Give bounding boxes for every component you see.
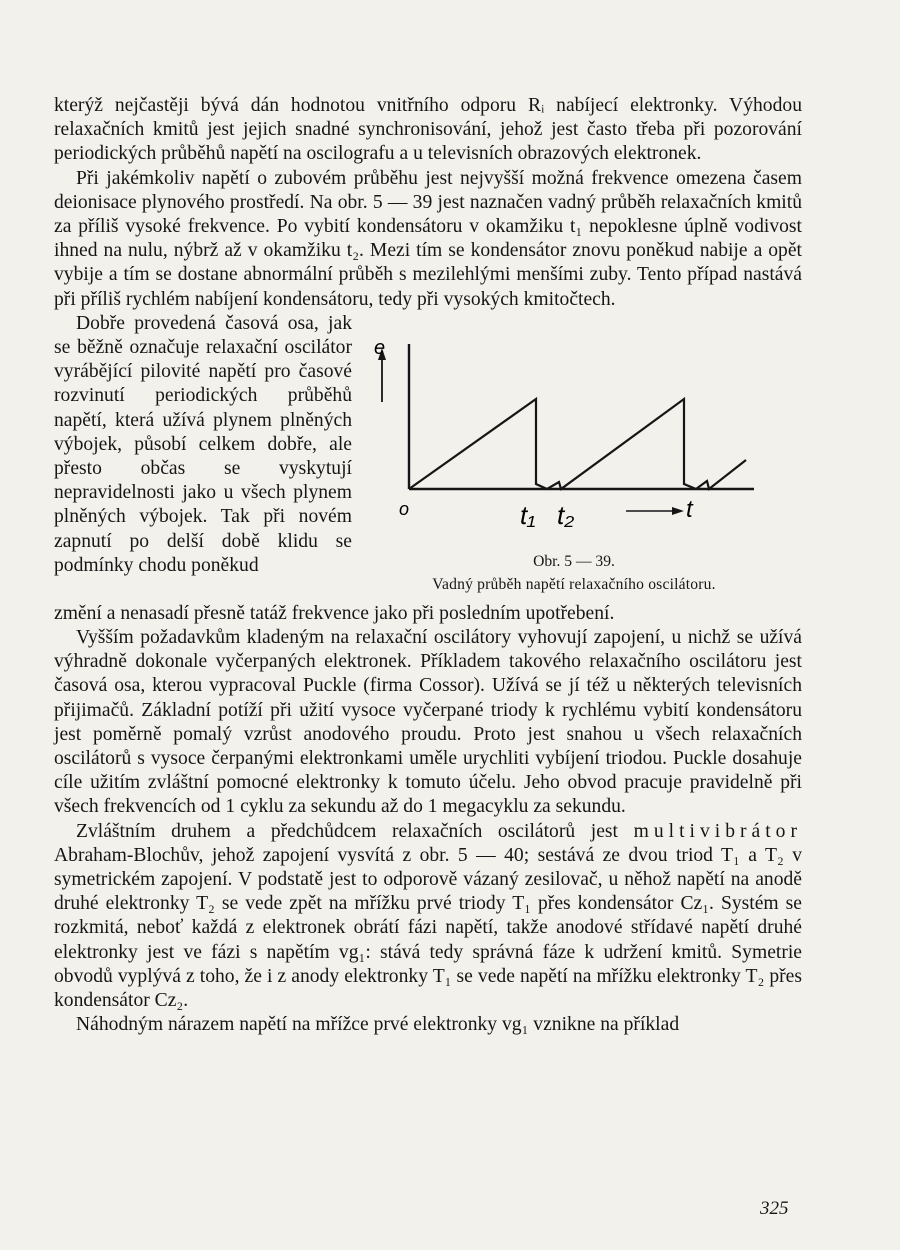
label-t: t <box>686 495 693 523</box>
paragraph-5-start: Zvláštním druhem a předchůdcem relaxačních oscilátorů jest <box>76 820 618 842</box>
paragraph-2: Při jakémkoliv napětí o zubovém průběhu jest nejvyšší možná frekvence omezena časem deionisace plynového prostředí. Na obr. 5 — 39 jest naznačen vadný průběh relaxačních kmitů za příliš vysoké frekvence. Po vybití kondensátoru v okamžiku t₁ nepoklesne úplně vodivost ihned na nulu, nýbrž až v okamžiku t₂. Mezi tím se kondensátor znovu poněkud nabije a opět vybije a tím se dostane abnormální průběh s mezilehlými menšími zuby. Tento případ nastává při příliš rychlém nabíjení kondensátoru, tedy při vysokých kmitočtech. <box>54 167 802 310</box>
paragraph-3-continued: změní a nenasadí přesně tatáž frekvence jako při posledním upotřebení. <box>54 602 615 624</box>
label-t2: t₂ <box>557 499 575 530</box>
paragraph-1: kterýž nejčastěji bývá dán hodnotou vnitřního odporu Rᵢ nabíjecí elektronky. Výhodou relaxačních kmitů jest jejich snadné synchronisování, jehož jest často třeba při pozorování periodických průběhů napětí na oscilografu a u televisních obrazových elektronek. <box>54 95 802 165</box>
figure-caption-text: Vadný průběh napětí relaxačního oscilátoru. <box>432 575 716 593</box>
t-arrow-head <box>672 507 684 515</box>
figure-caption-number: Obr. 5 — 39. <box>533 552 615 570</box>
waveform-line <box>409 399 746 489</box>
label-o: o <box>399 498 410 519</box>
sawtooth-diagram <box>374 324 774 549</box>
label-t1: t₁ <box>520 499 536 530</box>
paragraph-4: Vyšším požadavkům kladeným na relaxační oscilátory vyhovují zapojení, u nichž se užívá výhradně dokonale vyčerpaných elektronek. Příkladem takového relaxačního oscilátoru jest časová osa, kterou vypracoval Puckle (firma Cossor). Užívá se jí též u některých televisních přijimačů. Základní potíží při užití vysoce vyčerpané triody k rychlému vybití kondensátoru jest poměrně pomalý vzrůst anodového proudu. Proto jest snahou u všech relaxačních oscilátorů s vysoce čerpanými elektronkami uměle urychliti vybíjení triodou. Puckle dosahuje cíle užitím zvláštní pomocné elektronky k tomuto účelu. Jeho obvod pracuje pravidelně při všech frekvencích od 1 cyklu za sekundu až do 1 megacyklu za sekundu. <box>54 627 802 818</box>
label-e: e <box>374 336 386 359</box>
page-number: 325 <box>760 1198 789 1219</box>
paragraph-3-wrapped: Dobře provedená časová osa, jak se běžně označuje relaxační oscilátor vyrábějící pilovité napětí pro časové rozvinutí periodických průběhů napětí, která užívá plynem plněných výbojek, působí celkem dobře, ale přesto občas se vyskytují nepravidelnosti jako u všech plynem plněných výbojek. Tak při novém zapnutí po delší době klidu se podmínky chodu poněkud <box>54 312 352 576</box>
paragraph-6: Náhodným nárazem napětí na mřížce prvé elektronky vg₁ vznikne na příklad <box>76 1014 680 1036</box>
wrapped-text-column <box>54 312 352 578</box>
paragraph-5 <box>54 820 802 1014</box>
figure-5-39 <box>374 324 774 602</box>
page-body <box>54 94 802 1037</box>
spaced-term-multivibrator: multivibrátor <box>633 820 802 842</box>
paragraph-5-end: Abraham-Blochův, jehož zapojení vysvítá z obr. 5 — 40; sestává ze dvou triod T₁ a T₂ v symetrickém zapojení. V podstatě jest to odporově vázaný zesilovač, u něhož napětí na anodě druhé elektronky T₂ se vede zpět na mřížku prvé triody T₁ přes kondensátor Cz₁. Systém se rozkmitá, neboť každá z elektronek obrátí fázi napětí, takže anodové střídavé napětí druhé elektronky jest ve fázi s napětím vg₁: stává tedy správná fáze k udržení kmitů. Symetrie obvodů vyplývá z toho, že i z anody elektronky T₁ se vede napětí na mřížku elektronky T₂ přes kondensátor Cz₂. <box>54 844 802 1012</box>
